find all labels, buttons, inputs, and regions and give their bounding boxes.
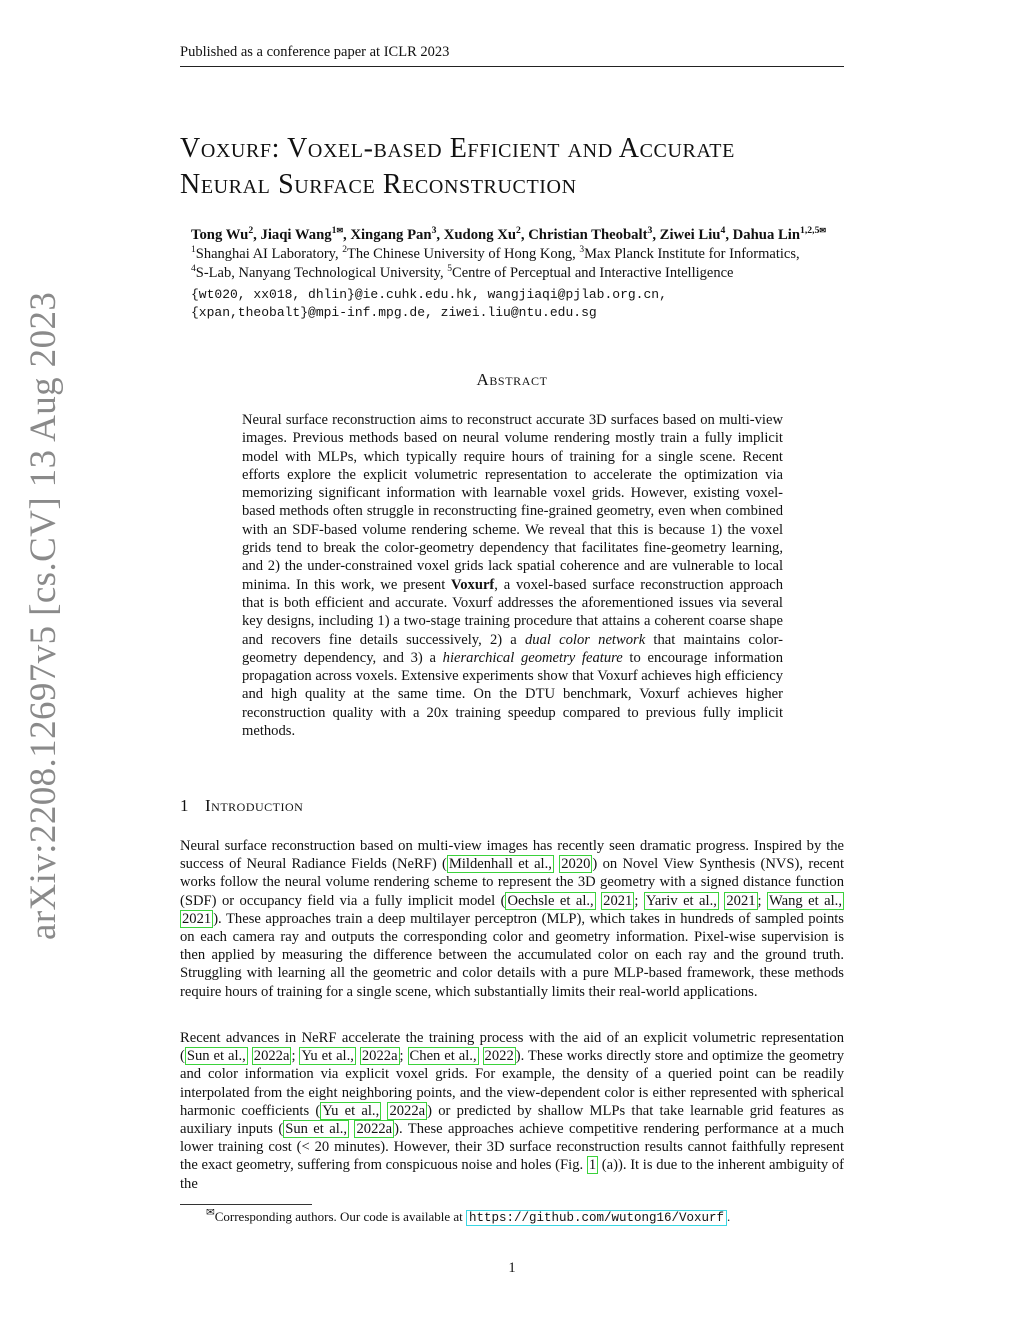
abstract-emphasis: hierarchical geometry feature bbox=[442, 649, 623, 666]
method-name: Voxurf bbox=[451, 576, 495, 593]
section-number: 1 bbox=[180, 796, 189, 815]
citation-year-link[interactable]: 2022a bbox=[356, 1121, 393, 1138]
email-line-2: {xpan,theobalt}@mpi-inf.mpg.de, ziwei.liu@ntu.edu.sg bbox=[191, 305, 597, 320]
paragraph-text: ) or predicted by shallow MLPs that take learnable grid features as auxiliary inputs ( bbox=[180, 1102, 844, 1138]
affiliation: Centre of Perceptual and Interactive Intelligence bbox=[452, 265, 734, 281]
affil-sup: 4 bbox=[191, 263, 196, 275]
author-name: Christian Theobalt bbox=[528, 227, 648, 243]
author-sup: 1,2,5 bbox=[800, 225, 820, 237]
author-sup: 2 bbox=[516, 225, 521, 237]
abstract-emphasis: dual color network bbox=[525, 631, 646, 648]
affiliation: Max Planck Institute for Informatics, bbox=[584, 246, 800, 262]
abstract-text: to encourage information propagation across voxels. Extensive experiments show that Voxurf achieves high efficiency and high quality at the same time. On the DTU benchmark, Voxurf achieves higher reconstruction quality with a 20x training speedup compared to previous fully implicit methods. bbox=[242, 649, 784, 740]
paragraph-text: ). These works directly store and optimize the geometry and color information via explicit voxel grids. For example, the density of a queried point can be readily interpolated from the eight neighboring points, and the view-dependent color is either represented with spherical harmonic coefficients ( bbox=[180, 1048, 845, 1119]
arxiv-stamp: arXiv:2208.12697v5 [cs.CV] 13 Aug 2023 bbox=[23, 291, 64, 940]
paragraph-text: Neural surface reconstruction based on multi-view images has recently seen dramatic progress. Inspired by the success of Neural Radiance Fields (NeRF) ( bbox=[180, 838, 844, 873]
code-url-link[interactable]: https://github.com/wutong16/Voxurf bbox=[466, 1210, 727, 1226]
citation-year-link[interactable]: 2022 bbox=[484, 1048, 514, 1065]
paragraph-text: ). These approaches train a deep multilayer perceptron (MLP), which takes in hundreds of sampled points on each camera ray and outputs the corresponding color and geometry information. Pixel-wise supervision is then applied by measuring the difference between the accumulated color on each ray and the ground truth. Struggling with learning all the geometric and color details with a pure MLP-based framework, these methods require hours of training for a single scene, which substantially limits their real-world applications. bbox=[180, 910, 844, 1000]
affiliation-line-1 bbox=[191, 246, 800, 263]
title-line-2: Neural Surface Reconstruction bbox=[180, 169, 577, 200]
header-rule bbox=[180, 66, 844, 67]
paragraph-text: Recent advances in NeRF accelerate the training process with the aid of an explicit volumetric representation ( bbox=[180, 1030, 844, 1065]
affiliation-line-2 bbox=[191, 265, 733, 282]
citation-year-link[interactable]: 2022a bbox=[253, 1048, 290, 1065]
affil-sup: 5 bbox=[447, 263, 453, 275]
citation-link[interactable]: Wang et al., bbox=[769, 892, 842, 909]
citation-link[interactable]: Chen et al., bbox=[409, 1048, 477, 1065]
envelope-icon: ✉ bbox=[206, 1207, 215, 1219]
paragraph-text: ). These approaches achieve competitive rendering performance at a much lower training cost (< 20 minutes). However, their 3D surface reconstruction results cannot faithfully represent the exact geometry, suffering from conspicuous noise and holes (Fig. bbox=[180, 1121, 844, 1174]
citation-link[interactable]: Sun et al., bbox=[285, 1121, 348, 1138]
citation-link[interactable]: Yu et al., bbox=[301, 1048, 354, 1065]
affil-sup: 1 bbox=[191, 244, 196, 256]
abstract-heading: Abstract bbox=[476, 370, 548, 389]
section-title: Introduction bbox=[205, 796, 304, 815]
paper-title bbox=[180, 131, 860, 203]
author-sup: 1 bbox=[331, 225, 337, 237]
citation-year-link[interactable]: 2021 bbox=[182, 910, 212, 927]
intro-paragraph-1: Neural surface reconstruction based on multi-view images has recently seen dramatic progress. Inspired by the success of Neural Radiance Fields (NeRF) ( Mildenhall et al., 2020 ) on Novel View Synthesis (NVS), recent works follow the neural volume rendering scheme to represent the 3D geometry with a signed distance function (SDF) or occupancy field via a fully implicit model ( Oechsle et al., 2021 ; Yariv et al., 2021 ; Wang et al., 2021 ). These approaches train a deep multilayer perceptron (MLP), which takes in hundreds of sampled points on each camera ray and outputs the corresponding color and geometry information. Pixel-wise supervision is then applied by measuring the difference between the accumulated color on each ray and the ground truth. Struggling with learning all the geometric and color details with a pure MLP-based framework, these methods require hours of training for a single scene, which substantially limits their real-world applications. bbox=[180, 838, 844, 1000]
email-line-1: {wt020, xx018, dhlin}@ie.cuhk.edu.hk, wangjiaqi@pjlab.org.cn, bbox=[191, 287, 667, 302]
page-number: 1 bbox=[508, 1260, 516, 1276]
footnote-text: . bbox=[727, 1209, 731, 1224]
citation-link[interactable]: Sun et al., bbox=[186, 1048, 246, 1065]
citation-link[interactable]: Oechsle et al., bbox=[507, 892, 594, 909]
abstract-text: , a voxel-based surface reconstruction approach that is both efficient and accurate. Voxurf addresses the aforementioned issues via several key designs, including 1) a two-stage training procedure that attains a coherent coarse shape and recovers fine details successively, 2) a bbox=[242, 576, 783, 648]
abstract-body bbox=[242, 411, 783, 740]
footnote bbox=[206, 1209, 730, 1225]
citation-link[interactable]: Yu et al., bbox=[322, 1102, 380, 1119]
affil-sup: 2 bbox=[342, 244, 347, 256]
author-name: Dahua Lin bbox=[732, 227, 801, 243]
envelope-icon: ✉ bbox=[336, 226, 343, 236]
citation-year-link[interactable]: 2021 bbox=[726, 892, 756, 909]
footnote-rule bbox=[180, 1204, 312, 1205]
abstract-text: Neural surface reconstruction aims to reconstruct accurate 3D surfaces based on multi-view images. Previous methods based on neural volume rendering mostly train a fully implicit model with MLPs, which typically require hours of training for a single scene. Recent efforts explore the explicit volumetric representation to accelerate the optimization via memorizing significant information with learnable voxel grids. However, existing voxel-based methods often struggle in reconstructing fine-grained geometry, even when combined with an SDF-based volume rendering scheme. We reveal that this is because 1) the voxel grids tend to break the color-geometry dependency that facilitates fine-geometry learning, and 2) the under-constrained voxel grids lack spatial coherence and are vulnerable to local minima. In this work, we present bbox=[242, 412, 783, 593]
citation-year-link[interactable]: 2020 bbox=[561, 856, 591, 873]
paragraph-text: ) on Novel View Synthesis (NVS), recent works follow the neural volume rendering scheme to represent the 3D geometry with a signed distance function (SDF) or occupancy field via a fully implicit model ( bbox=[180, 856, 844, 909]
section-heading bbox=[180, 796, 303, 816]
affiliation: Shanghai AI Laboratory, bbox=[195, 246, 339, 262]
envelope-icon: ✉ bbox=[819, 226, 826, 236]
affiliation: The Chinese University of Hong Kong, bbox=[347, 246, 576, 262]
footnote-text: Corresponding authors. Our code is available at bbox=[214, 1209, 466, 1224]
citation-link[interactable]: Mildenhall et al., bbox=[448, 856, 552, 873]
citation-year-link[interactable]: 2021 bbox=[603, 892, 633, 909]
running-header: Published as a conference paper at ICLR 2023 bbox=[180, 44, 450, 60]
figure-link[interactable]: 1 bbox=[588, 1157, 597, 1174]
title-line-1: Voxurf: Voxel-based Efficient and Accurate bbox=[180, 133, 735, 164]
author-name: Tong Wu bbox=[191, 227, 249, 243]
author-sup: 2 bbox=[248, 225, 254, 237]
intro-paragraph-2: Recent advances in NeRF accelerate the training process with the aid of an explicit volumetric representation ( Sun et al., 2022a ; Yu et al., 2022a ; Chen et al., 2022 ). These works directly store and optimize the geometry and color information via explicit voxel grids. For example, the density of a queried point can be readily interpolated from the eight neighboring points, and the view-dependent color is either represented with spherical harmonic coefficients ( Yu et al., 2022a ) or predicted by shallow MLPs that take learnable grid features as auxiliary inputs ( Sun et al., 2022a ). These approaches achieve competitive rendering performance at a much lower training cost (< 20 minutes). However, their 3D surface reconstruction results cannot faithfully represent the exact geometry, suffering from conspicuous noise and holes (Fig. 1 (a)). It is due to the inherent ambiguity of the bbox=[180, 1030, 845, 1192]
affiliation: S-Lab, Nanyang Technological University, bbox=[195, 265, 444, 281]
citation-year-link[interactable]: 2022a bbox=[361, 1048, 398, 1065]
author-name: Jiaqi Wang bbox=[260, 227, 332, 243]
abstract-text: that maintains color-geometry dependency, and 3) a bbox=[242, 631, 783, 666]
affil-sup: 3 bbox=[579, 244, 585, 256]
author-sup: 3 bbox=[647, 225, 653, 237]
citation-year-link[interactable]: 2022a bbox=[389, 1102, 426, 1119]
author-name: Xingang Pan bbox=[350, 227, 432, 243]
author-name: Ziwei Liu bbox=[659, 227, 721, 243]
citation-link[interactable]: Yariv et al., bbox=[645, 892, 717, 909]
author-list: Tong Wu$^2$, Jiaqi Wang$^{1✉}$, Xingang Pan$^3$, Xudong Xu$^2$, Christian Theobalt$^3$, Ziwei Liu$^4$, Dahua Lin$^{1,2,5✉}$ bbox=[191, 225, 826, 243]
author-sup: 3 bbox=[431, 225, 437, 237]
author-sup: 4 bbox=[720, 225, 726, 237]
paragraph-text: (a)). It is due to the inherent ambiguity of the bbox=[180, 1157, 844, 1192]
author-name: Xudong Xu bbox=[443, 227, 516, 243]
